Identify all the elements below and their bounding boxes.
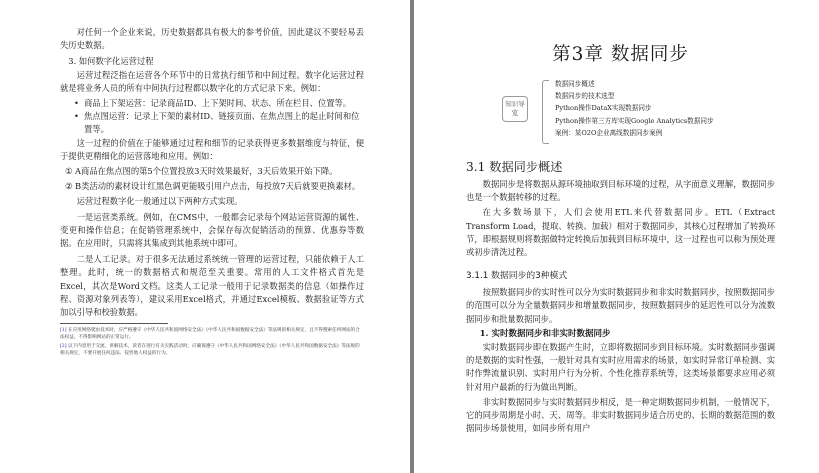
guide-item[interactable]: 案例：某O2O企业离线数据同步案例 bbox=[555, 128, 663, 137]
footnote-divider bbox=[60, 323, 168, 324]
example-item: ② B类活动的素材设计红黑色调更能吸引用户点击，每投放7天后就要更换素材。 bbox=[64, 181, 361, 192]
chapter-title: 第3章 数据同步 bbox=[552, 44, 689, 65]
intro-paragraph: 对任何一个企业来说，历史数据都具有极大的参考价值，因此建议不要轻易丢失历史数据。 bbox=[60, 27, 364, 51]
paragraph: 运营过程数字化一般通过以下两种方式实现。 bbox=[76, 196, 243, 207]
footnote bbox=[60, 327, 364, 341]
paragraph: 在大多数场景下，人们会使用ETL来代替数据同步。ETL（Extract Transform Load，提取、转换、加载）相对于数据同步，其核心过程增加了转换环节，即根据规则将数据做特定转换后加载到目标环境中，这一过程也可以称为预处理或初步清洗过程。 bbox=[466, 207, 775, 258]
paragraph: 实时数据同步即在数据产生时，立即将数据同步到目标环境。实时数据同步强调的是数据的实时性强，一般针对具有实时应用需求的场景，如实时异常订单检测、实时作弊流量识别、实时用户行为分析、个性化推荐系统等，这类场景都要求应用必须针对用户最新的行为做出判断。 bbox=[466, 342, 775, 392]
footnote bbox=[60, 343, 364, 357]
bullet-list bbox=[72, 97, 364, 137]
paragraph: 非实时数据同步与实时数据同步相反，是一种定期数据同步机制，一般情况下，它的同步周期是小时、天、周等。非实时数据同步适合历史的、长期的数据范围的数据同步场景使用，如同步所有用户 bbox=[466, 396, 775, 434]
paragraph: 这一过程的价值在于能够通过过程和细节的记录获得更多数据维度与特征，便于提供更精细化的运营落地和应用。例如： bbox=[60, 137, 364, 161]
paragraph: 运营过程泛指在运营各个环节中的日常执行细节和中间过程。数字化运营过程就是将业务人员的所有中间执行过程都以数字化的方式记录下来。例如： bbox=[60, 69, 364, 93]
section-heading: 3.1 数据同步概述 bbox=[466, 160, 563, 174]
paragraph: 数据同步是将数据从源环境抽取到目标环境的过程，从字面意义理解，数据同步也是一个数据转移的过程。 bbox=[466, 179, 775, 203]
guide-label: 知识导览 bbox=[502, 96, 528, 122]
bullet-item: • 商品上下架运营：记录商品ID、上下架时间、状态、所在栏目、位置等。 bbox=[72, 97, 364, 110]
subsubsection-heading: 1. 实时数据同步和非实时数据同步 bbox=[480, 328, 775, 341]
guide-item[interactable]: Python操作第三方库实现Google Analytics数据同步 bbox=[555, 116, 714, 125]
guide-list bbox=[555, 78, 714, 139]
footnote-text: 在应用网络爬虫技术时，应严格遵守《中华人民共和国网络安全法》《中华人民共和国数据安全法》等法规的相关规定，且不得搜索任何网站的合法权益，不得影响网站的正常运行。 bbox=[60, 328, 360, 341]
subsection-heading: 3.1.1 数据同步的3种模式 bbox=[466, 271, 568, 282]
guide-item[interactable]: Python操作DataX实现数据同步 bbox=[555, 104, 652, 113]
footnote-marker[interactable]: [1] bbox=[60, 328, 67, 334]
bullet-item: • 焦点图运营：记录上下架的素材ID、链接页面、在焦点图上的起止时间和位置等。 bbox=[72, 110, 364, 136]
example-item: ① A商品在焦点图的第5个位置投放3天时效果最好，3天后效果开始下降。 bbox=[64, 166, 338, 177]
guide-item[interactable]: 数据同步的技术选型 bbox=[555, 92, 615, 101]
paragraph: 按照数据同步的实时性可以分为实时数据同步和非实时数据同步，按照数据同步的范围可以分为全量数据同步和增量数据同步，按照数据同步的延迟性可以分为流数据同步和批量数据同步。 bbox=[466, 287, 775, 324]
footnote-marker[interactable]: [2] bbox=[60, 344, 67, 350]
footnote-text: 以下内容用于交流、讲解技术，读者在进行有关实践活动时，应确保遵守《中华人民共和国网络安全法》《中华人民共和国数据安全法》等法规的相关规定，不要开展任何违法、侵害他人权益的行为。 bbox=[60, 344, 360, 357]
paragraph: 二是人工记录。对于很多无法通过系统统一管理的运营过程，只能依赖于人工整理。此时，统一的数据格式和规范至关重要。常用的人工文件格式首先是Excel，其次是Word文档。这类人工记录一般用于记录数据类的信息（如操作过程、资源对象列表等），建议采用Excel格式，并通过Excel模板、数据验证等方式加以引导和校验数据。 bbox=[60, 254, 364, 318]
guide-bracket bbox=[542, 80, 549, 144]
guide-item[interactable]: 数据同步概述 bbox=[555, 80, 595, 88]
paragraph: 一是运营类系统。例如，在CMS中，一般都会记录每个网站运营资源的属性、变更和操作信息；在促销管理系统中，会保存每次促销活动的预算、优惠券等数据。在应用时，只需将其集成到其他系统中即可。 bbox=[60, 211, 364, 249]
section-heading: 3. 如何数字化运营过程 bbox=[68, 55, 364, 68]
knowledge-guide bbox=[466, 76, 775, 140]
right-page bbox=[414, 0, 819, 473]
